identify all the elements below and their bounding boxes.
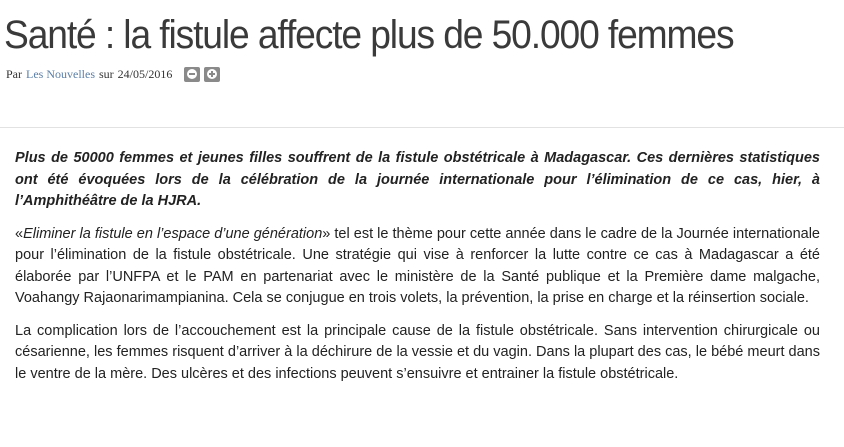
article-body xyxy=(0,127,844,447)
quote-open: « xyxy=(15,225,24,242)
paragraph-2: La complication lors de l’accouchement est la principale cause de la fistule obstétricale. Sans intervention chirurgicale ou césarienne, les femmes risquent d’arriver à la déchirure de la vessie et du vagin. Dans la plupart des cas, le bébé meurt dans le ventre de la mère. Des ulcères et des infections peuvent s’ensuivre et entrainer la fistule obstétricale. xyxy=(15,322,820,382)
decrease-font-button[interactable] xyxy=(184,67,200,82)
paragraph-1 xyxy=(15,224,820,310)
article-content xyxy=(15,148,820,396)
quote-close: » xyxy=(322,225,331,242)
font-size-controls xyxy=(184,67,224,82)
byline xyxy=(6,64,224,84)
publish-date: 24/05/2016 xyxy=(117,66,173,81)
plus-circle-icon xyxy=(207,69,217,79)
author-link[interactable]: Les Nouvelles xyxy=(26,66,95,81)
lead-paragraph: Plus de 50000 femmes et jeunes filles souffrent de la fistule obstétricale à Madagascar. Ces dernières statistiques ont été évoquées lors de la célébration de la journée internationale pour l’élimination de ce cas, hier, à l’Amphithéâtre de la HJRA. xyxy=(15,150,820,209)
byline-date-prefix: sur xyxy=(98,66,114,81)
minus-circle-icon xyxy=(187,69,197,79)
theme-quote: Eliminer la fistule en l’espace d’une génération xyxy=(23,225,323,242)
paragraph-1-text: tel est le thème pour cette année dans le cadre de la Journée internationale pour l’élimination de la fistule obstétricale. Une stratégie qui vise à renforcer la lutte contre ce cas à Madagascar a été élaborée par l’UNFPA et le PAM en partenariat avec le ministère de la Santé publique et la Première dame malgache, Voahangy Rajaonarimampianina. Cela se conjugue en trois volets, la prévention, la prise en charge et la réinsertion sociale. xyxy=(15,225,820,306)
article-title: Santé : la fistule affecte plus de 50.000 femmes xyxy=(4,13,734,57)
increase-font-button[interactable] xyxy=(204,67,220,82)
byline-prefix: Par xyxy=(6,66,22,81)
